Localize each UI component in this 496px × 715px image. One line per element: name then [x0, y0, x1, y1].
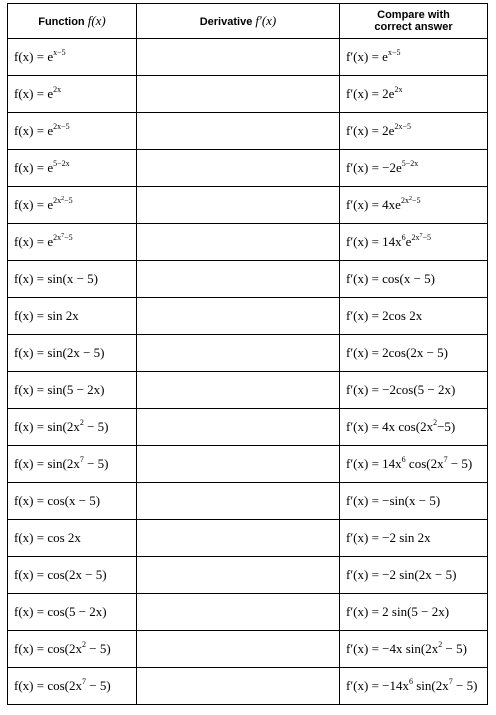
table-row [8, 520, 488, 557]
function-expression: $f(x) = e^{2x-5}$ [14, 122, 70, 138]
table-row [8, 187, 488, 224]
correct-answer-cell [340, 409, 488, 446]
function-cell [8, 76, 137, 113]
derivative-answer-cell[interactable] [137, 113, 340, 150]
correct-answer-cell [340, 224, 488, 261]
header-derivative-math: f′(x) [255, 13, 277, 28]
derivatives-table [7, 3, 488, 705]
correct-derivative-expression: $f'(x) = 4xe^{2x^2-5}$ [346, 196, 421, 212]
correct-answer-cell [340, 113, 488, 150]
header-function-math: f(x) [87, 13, 106, 28]
table-row [8, 335, 488, 372]
correct-derivative-expression: $f'(x) = -14x^6$ $\sin(2x^7 - 5)$ [346, 677, 478, 693]
derivative-answer-cell[interactable] [137, 261, 340, 298]
function-expression: $f(x) = \sin(2x^7 - 5)$ [14, 455, 109, 471]
correct-answer-cell [340, 39, 488, 76]
table-row [8, 113, 488, 150]
derivative-answer-cell[interactable] [137, 446, 340, 483]
correct-derivative-expression: f′(x) = −2cos(5 − 2x) [346, 382, 456, 397]
correct-answer-cell [340, 150, 488, 187]
function-cell [8, 594, 137, 631]
correct-derivative-expression: f′(x) = 2 sin(5 − 2x) [346, 604, 450, 619]
table-row [8, 150, 488, 187]
function-expression: $f(x) = \cos(2x^2 - 5)$ [14, 640, 111, 656]
header-function-label: Function [38, 16, 85, 28]
derivative-answer-cell[interactable] [137, 298, 340, 335]
function-expression: f(x) = sin(x − 5) [14, 271, 98, 286]
function-cell [8, 150, 137, 187]
correct-answer-cell [340, 668, 488, 705]
function-cell [8, 557, 137, 594]
derivative-answer-cell[interactable] [137, 335, 340, 372]
function-expression: $f(x) = e^{2x^2-5}$ [14, 196, 73, 212]
derivative-answer-cell[interactable] [137, 409, 340, 446]
function-expression: f(x) = cos 2x [14, 530, 81, 545]
function-cell [8, 409, 137, 446]
function-expression: $f(x) = e^{2x^7-5}$ [14, 233, 73, 249]
table-row [8, 594, 488, 631]
correct-derivative-expression: $f'(x) = 2e^{2x-5}$ [346, 122, 411, 138]
table-row [8, 446, 488, 483]
correct-answer-cell [340, 261, 488, 298]
table-row [8, 372, 488, 409]
correct-answer-cell [340, 298, 488, 335]
correct-derivative-expression: f′(x) = cos(x − 5) [346, 271, 435, 286]
correct-answer-cell [340, 483, 488, 520]
correct-answer-cell [340, 557, 488, 594]
correct-derivative-expression: $f'(x) = 2e^{2x}$ [346, 85, 403, 101]
function-cell [8, 224, 137, 261]
correct-answer-cell [340, 76, 488, 113]
function-cell [8, 372, 137, 409]
derivative-answer-cell[interactable] [137, 150, 340, 187]
function-expression: $f(x) = e^{5-2x}$ [14, 159, 70, 175]
correct-answer-cell [340, 594, 488, 631]
function-expression: $f(x) = \sin(2x^2 - 5)$ [14, 418, 109, 434]
derivative-answer-cell[interactable] [137, 39, 340, 76]
table-row [8, 631, 488, 668]
header-derivative-label: Derivative [199, 16, 253, 28]
correct-answer-cell [340, 187, 488, 224]
correct-derivative-expression: f′(x) = −2 sin(2x − 5) [346, 567, 457, 582]
derivative-answer-cell[interactable] [137, 187, 340, 224]
derivative-answer-cell[interactable] [137, 631, 340, 668]
correct-derivative-expression: f′(x) = 2cos(2x − 5) [346, 345, 448, 360]
header-function [8, 4, 137, 39]
function-cell [8, 39, 137, 76]
derivative-answer-cell[interactable] [137, 372, 340, 409]
function-cell [8, 187, 137, 224]
derivative-answer-cell[interactable] [137, 668, 340, 705]
table-row [8, 557, 488, 594]
correct-derivative-expression: f′(x) = −2 sin 2x [346, 530, 431, 545]
function-cell [8, 113, 137, 150]
header-compare [340, 4, 488, 39]
derivative-answer-cell[interactable] [137, 224, 340, 261]
function-expression: f(x) = sin(5 − 2x) [14, 382, 105, 397]
function-cell [8, 335, 137, 372]
function-cell [8, 668, 137, 705]
function-expression: f(x) = sin 2x [14, 308, 79, 323]
derivative-answer-cell[interactable] [137, 557, 340, 594]
function-expression: f(x) = cos(x − 5) [14, 493, 101, 508]
function-cell [8, 446, 137, 483]
correct-derivative-expression: f′(x) = −sin(x − 5) [346, 493, 441, 508]
table-row [8, 409, 488, 446]
table-row [8, 298, 488, 335]
function-cell [8, 298, 137, 335]
table-row [8, 76, 488, 113]
function-expression: f(x) = cos(2x − 5) [14, 567, 107, 582]
table-row [8, 39, 488, 76]
table-row [8, 668, 488, 705]
correct-derivative-expression: $f'(x) = -2e^{5-2x}$ [346, 159, 419, 175]
correct-answer-cell [340, 631, 488, 668]
table-row [8, 483, 488, 520]
header-compare-line2: correct answer [374, 21, 453, 33]
header-derivative [137, 4, 340, 39]
correct-answer-cell [340, 446, 488, 483]
table-row [8, 224, 488, 261]
correct-derivative-expression: f′(x) = −4x $\sin(2x^2 - 5)$ [346, 640, 467, 656]
function-cell [8, 631, 137, 668]
correct-derivative-expression: f′(x) = 2cos 2x [346, 308, 423, 323]
correct-derivative-expression: $f'(x) = 14x^6e^{2x^7-5}$ [346, 233, 431, 249]
function-expression: $f(x) = e^{x-5}$ [14, 48, 66, 64]
header-compare-line1: Compare with [377, 9, 450, 21]
derivative-answer-cell[interactable] [137, 520, 340, 557]
derivative-answer-cell[interactable] [137, 76, 340, 113]
function-cell [8, 261, 137, 298]
correct-answer-cell [340, 335, 488, 372]
function-cell [8, 483, 137, 520]
correct-answer-cell [340, 372, 488, 409]
table-row [8, 261, 488, 298]
function-cell [8, 520, 137, 557]
derivative-answer-cell[interactable] [137, 483, 340, 520]
function-expression: f(x) = cos(5 − 2x) [14, 604, 107, 619]
correct-answer-cell [340, 520, 488, 557]
header-row [8, 4, 488, 39]
function-expression: $f(x) = e^{2x}$ [14, 85, 62, 101]
function-expression: $f(x) = \cos(2x^7 - 5)$ [14, 677, 111, 693]
derivative-answer-cell[interactable] [137, 594, 340, 631]
correct-derivative-expression: $f'(x) = e^{x-5}$ [346, 48, 401, 64]
correct-derivative-expression: $f'(x) = 14x^6$ $\cos(2x^7 - 5)$ [346, 455, 473, 471]
correct-derivative-expression: f′(x) = 4x $\cos(2x^2-5)$ [346, 418, 456, 434]
function-expression: f(x) = sin(2x − 5) [14, 345, 105, 360]
